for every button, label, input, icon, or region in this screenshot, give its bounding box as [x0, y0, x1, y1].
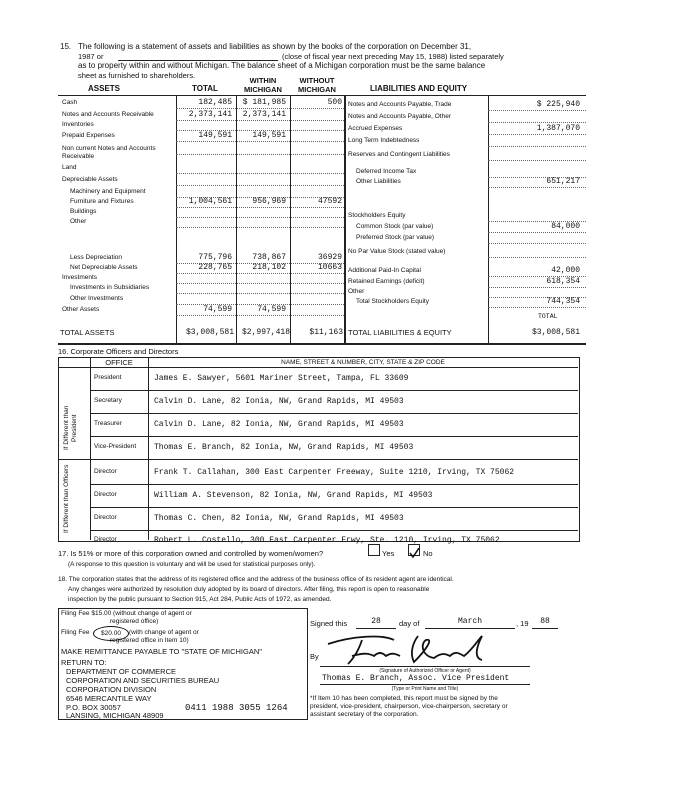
- signed-month: March: [457, 617, 482, 626]
- address-6: LANSING, MICHIGAN 48909: [66, 711, 164, 720]
- asset-within: 2,373,141: [242, 110, 286, 119]
- liability-value: 42,000: [551, 266, 580, 275]
- liability-label: Retained Earnings (deficit): [348, 278, 425, 285]
- intro-line-4: sheet as furnished to shareholders.: [78, 71, 196, 80]
- typed-name: Thomas E. Branch, Assoc. Vice President: [322, 674, 510, 683]
- address-5: P.O. BOX 30057: [66, 703, 121, 712]
- return-to: RETURN TO:: [61, 658, 107, 667]
- liability-label: Notes and Accounts Payable, Other: [348, 113, 451, 120]
- asset-total: 182,485: [198, 98, 232, 107]
- signature-caption: (Signature of Authorized Officer or Agent): [379, 668, 471, 674]
- group-label-2: If Different than Officers: [63, 464, 70, 534]
- total-assets-total: $3,008,581: [185, 328, 234, 337]
- asset-total: 2,373,141: [188, 110, 232, 119]
- asset-total: 1,004,561: [188, 197, 232, 206]
- footnote-2: president, vice-president, chairperson, vice-chairperson, secretary or: [310, 703, 508, 710]
- by-label: By: [310, 652, 319, 661]
- asset-label: Prepaid Expenses: [62, 132, 115, 139]
- liability-label: Common Stock (par value): [356, 223, 434, 230]
- footnote-1: *If Item 10 has been completed, this report must be signed by the: [310, 695, 498, 702]
- intro-number: 15.: [60, 42, 72, 51]
- asset-without: 10663: [317, 263, 342, 272]
- header-assets: ASSETS: [88, 84, 121, 93]
- total-assets-within: $2,997,418: [241, 328, 290, 337]
- liability-label: Accrued Expenses: [348, 125, 403, 132]
- officer-name: Thomas E. Branch, 82 Ionia, NW, Grand Rapids, MI 49503: [154, 443, 414, 452]
- signed-day: 28: [371, 617, 381, 626]
- q18-line-1: 18. The corporation states that the address of its registered office and the address of the business office of its resident agent are identical.: [58, 576, 454, 583]
- officer-office: Director: [94, 536, 117, 543]
- liability-label: No Par Value Stock (stated value): [348, 248, 446, 255]
- intro-year: 1987 or: [78, 52, 104, 61]
- officer-name: Thomas C. Chen, 82 Ionia, NW, Grand Rapids, MI 49503: [154, 514, 404, 523]
- liability-label: Other: [348, 288, 365, 295]
- officer-name: William A. Stevenson, 82 Ionia, NW, Grand Rapids, MI 49503: [154, 491, 433, 500]
- address-3: CORPORATION DIVISION: [66, 685, 157, 694]
- fee-1b: registered office): [110, 618, 159, 625]
- header-total: TOTAL: [192, 84, 218, 93]
- liability-value: 651,217: [546, 177, 580, 186]
- intro-line-2: (close of fiscal year next preceding May 15, 1988) listed separately: [282, 52, 504, 61]
- asset-label: Land: [62, 164, 77, 171]
- officer-office: Director: [94, 491, 117, 498]
- office-header: OFFICE: [105, 358, 133, 367]
- liability-value: $ 225,940: [536, 100, 580, 109]
- officer-name: Robert L. Costello, 300 East Carpenter Frwy, Ste. 1210, Irving, TX 75062: [154, 536, 500, 545]
- total-note: TOTAL: [538, 313, 558, 320]
- officer-name: Frank T. Callahan, 300 East Carpenter Freeway, Suite 1210, Irving, TX 75062: [154, 468, 515, 477]
- fee-1: Filing Fee $15.00 (without change of agent or: [61, 610, 192, 617]
- liability-value: 84,000: [551, 222, 580, 231]
- header-without: WITHOUT MICHIGAN: [298, 76, 336, 94]
- asset-label: Less Depreciation: [70, 254, 123, 261]
- liability-label: Stockholders Equity: [348, 212, 406, 219]
- intro-line-1: The following is a statement of assets and liabilities as shown by the books of the corporation on December 31,: [78, 42, 472, 51]
- signed-year: 88: [540, 617, 550, 626]
- liability-value: 744,354: [546, 297, 580, 306]
- q18-line-2: Any changes were authorized by resolution duly adopted by its board of directors. After filing, this report is open to reasonable: [68, 586, 430, 593]
- total-assets-without: $11,163: [309, 328, 343, 337]
- officer-office: President: [94, 374, 122, 381]
- liability-label: Total Stockholders Equity: [356, 298, 429, 305]
- fee-2-amount: $20.00: [93, 626, 129, 641]
- liability-label: Deferred Income Tax: [356, 168, 417, 175]
- officers-title: 16. Corporate Officers and Directors: [58, 347, 179, 356]
- total-liab-value: $3,008,581: [531, 328, 580, 337]
- asset-total: 228,765: [198, 263, 232, 272]
- fee-2-label: Filing Fee: [61, 629, 90, 636]
- footnote-3: assistant secretary of the corporation.: [310, 711, 419, 718]
- header-within: WITHIN MICHIGAN: [244, 76, 282, 94]
- type-caption: (Type or Print Name and Title): [391, 686, 459, 692]
- asset-within: 218,102: [252, 263, 286, 272]
- signed-this-label: Signed this: [310, 619, 348, 628]
- asset-without: 47592: [317, 197, 342, 206]
- asset-within: 956,969: [252, 197, 286, 206]
- officer-office: Vice-President: [94, 443, 137, 450]
- year-prefix: , 19: [516, 619, 529, 628]
- asset-label: Other Investments: [70, 295, 124, 302]
- officer-office: Treasurer: [94, 420, 122, 427]
- liability-label: Notes and Accounts Payable, Trade: [348, 101, 452, 108]
- asset-label: Depreciable Assets: [62, 176, 118, 183]
- checkmark-icon: [409, 548, 419, 558]
- liability-value: 1,387,070: [536, 124, 580, 133]
- asset-within: 149,591: [252, 131, 286, 140]
- asset-without: 36929: [317, 253, 342, 262]
- asset-total: 74,599: [203, 305, 232, 314]
- asset-label: Investments: [62, 274, 98, 281]
- officer-office: Secretary: [94, 397, 122, 404]
- asset-within: 738,867: [252, 253, 286, 262]
- address-4: 6546 MERCANTILE WAY: [66, 694, 152, 703]
- q17-text: 17. Is 51% or more of this corporation owned and controlled by women/women?: [58, 549, 324, 558]
- fee-2-text: (with change of agent or: [129, 629, 199, 636]
- liability-value: 618,354: [546, 277, 580, 286]
- intro-line-3: as to property within and without Michigan. The balance sheet of a Michigan corporation must be the same balance: [78, 61, 486, 70]
- asset-total: 775,796: [198, 253, 232, 262]
- asset-without: 500: [327, 98, 342, 107]
- no-checkbox[interactable]: [408, 544, 420, 556]
- officer-name: Calvin D. Lane, 82 Ionia, NW, Grand Rapids, MI 49503: [154, 420, 404, 429]
- asset-label: Cash: [62, 99, 78, 106]
- asset-within: 74,599: [257, 305, 286, 314]
- officer-office: Director: [94, 468, 117, 475]
- liability-label: Long Term Indebtedness: [348, 137, 420, 144]
- address-1: DEPARTMENT OF COMMERCE: [66, 667, 177, 676]
- asset-label: Other Assets: [62, 306, 100, 313]
- officer-name: Calvin D. Lane, 82 Ionia, NW, Grand Rapids, MI 49503: [154, 397, 404, 406]
- remit-text: MAKE REMITTANCE PAYABLE TO "STATE OF MICHIGAN": [61, 647, 262, 656]
- asset-label: Furniture and Fixtures: [70, 198, 134, 205]
- day-of-label: day of: [399, 619, 420, 628]
- name-header: NAME, STREET & NUMBER, CITY, STATE & ZIP CODE: [281, 359, 445, 366]
- yes-label: Yes: [382, 549, 395, 558]
- header-liabilities: LIABILITIES AND EQUITY: [370, 84, 468, 93]
- fee-2c: registered office in Item 10): [110, 637, 189, 644]
- liability-label: Other Liabilities: [356, 178, 401, 185]
- group-label-1: If Different than President: [63, 405, 78, 451]
- asset-label: Non current Notes and Accounts Receivable: [62, 145, 156, 160]
- asset-within: $ 181,985: [242, 98, 286, 107]
- handwritten-signature: [322, 630, 502, 668]
- asset-label: Buildings: [70, 208, 97, 215]
- officer-name: James E. Sawyer, 5601 Mariner Street, Tampa, FL 33609: [154, 374, 409, 383]
- liability-label: Reserves and Contingent Liabilities: [348, 151, 450, 158]
- receipt-stamp: 0411 1988 3055 1264: [185, 703, 288, 713]
- officer-office: Director: [94, 514, 117, 521]
- yes-checkbox[interactable]: [368, 544, 380, 556]
- address-2: CORPORATION AND SECURITIES BUREAU: [66, 676, 220, 685]
- asset-label: Inventories: [62, 121, 94, 128]
- liability-label: Preferred Stock (par value): [356, 234, 435, 241]
- asset-label: Other: [70, 218, 87, 225]
- asset-label: Investments in Subsidiaries: [70, 284, 150, 291]
- asset-total: 149,591: [198, 131, 232, 140]
- liability-label: Additional Paid-In Capital: [348, 267, 421, 274]
- total-assets-label: TOTAL ASSETS: [60, 328, 115, 337]
- q18-line-3: inspection by the public pursuant to Section 915, Act 284, Public Acts of 1972, as amended.: [68, 596, 332, 603]
- no-label: No: [423, 549, 433, 558]
- total-liab-label: TOTAL LIABILITIES & EQUITY: [348, 328, 452, 337]
- asset-label: Net Depreciable Assets: [70, 264, 138, 271]
- q17-note: (A response to this question is voluntary and will be used for statistical purposes only).: [68, 561, 316, 568]
- asset-label: Machinery and Equipment: [70, 188, 146, 195]
- asset-label: Notes and Accounts Receivable: [62, 111, 154, 118]
